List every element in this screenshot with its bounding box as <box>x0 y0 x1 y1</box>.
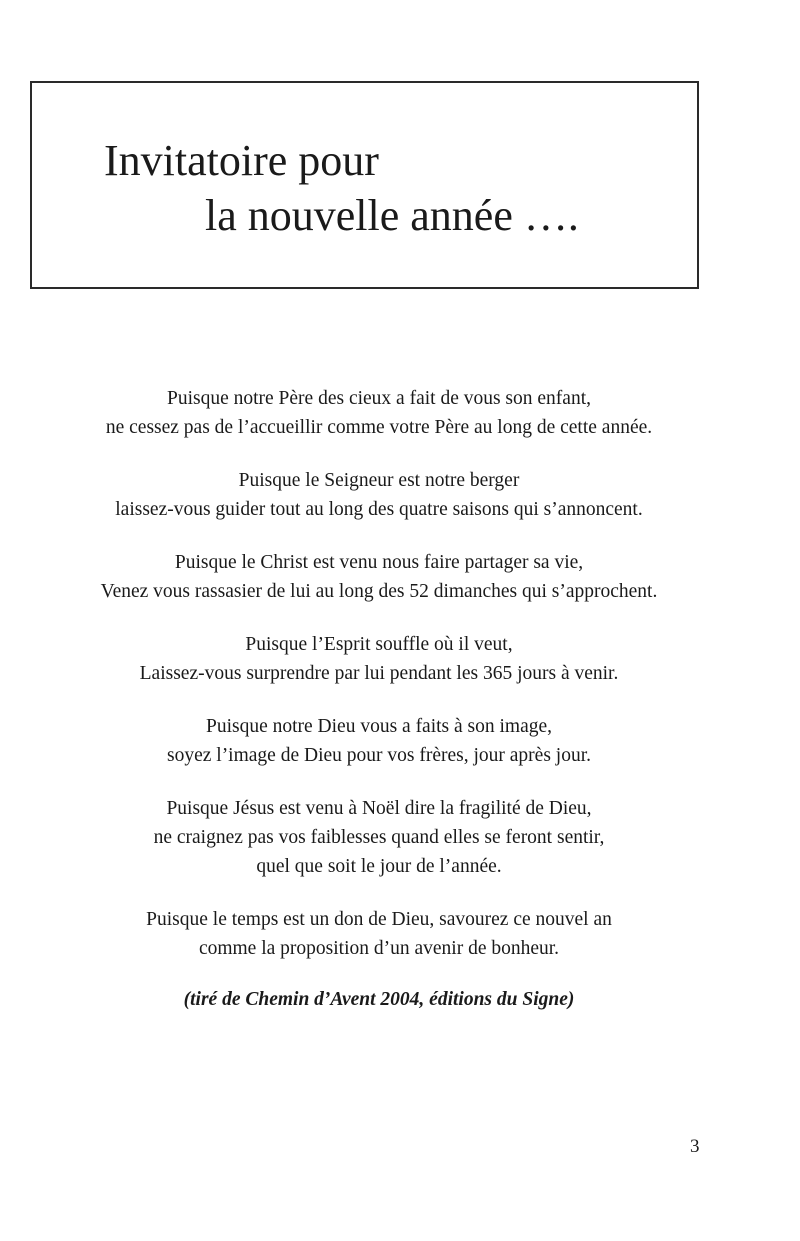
title-line-2: la nouvelle année …. <box>205 191 579 240</box>
stanza-line: soyez l’image de Dieu pour vos frères, jour après jour. <box>167 745 591 766</box>
stanza-4 <box>0 630 758 688</box>
stanza-line: ne cessez pas de l’accueillir comme votre Père au long de cette année. <box>105 417 653 438</box>
stanza-5 <box>0 712 758 770</box>
stanza-line: Puisque l’Esprit souffle où il veut, <box>245 634 513 655</box>
stanza-1 <box>0 384 758 442</box>
title-box <box>30 81 699 289</box>
stanza-line: Puisque le Christ est venu nous faire partager sa vie, <box>174 552 584 573</box>
stanza-7 <box>0 905 758 963</box>
stanza-6 <box>0 794 758 881</box>
stanza-line: Puisque notre Père des cieux a fait de vous son enfant, <box>166 388 591 409</box>
stanza-line: Venez vous rassasier de lui au long des 52 dimanches qui s’approchent. <box>100 581 658 602</box>
stanza-line: Laissez-vous surprendre par lui pendant les 365 jours à venir. <box>139 663 619 684</box>
stanza-line: Puisque le temps est un don de Dieu, savourez ce nouvel an <box>146 909 612 930</box>
stanza-line: Puisque notre Dieu vous a faits à son image, <box>205 716 553 737</box>
stanza-line: comme la proposition d’un avenir de bonheur. <box>198 938 560 959</box>
stanza-3 <box>0 548 758 606</box>
stanza-line: quel que soit le jour de l’année. <box>256 856 502 877</box>
poem <box>0 384 758 1014</box>
page-number: 3 <box>690 1136 700 1157</box>
title-line-1: Invitatoire pour <box>104 136 379 185</box>
stanza-line: Puisque le Seigneur est notre berger <box>238 470 520 491</box>
stanza-line: ne craignez pas vos faiblesses quand elles se feront sentir, <box>153 827 605 848</box>
stanza-line: Puisque Jésus est venu à Noël dire la fragilité de Dieu, <box>166 798 592 819</box>
stanza-2 <box>0 466 758 524</box>
stanza-line: laissez-vous guider tout au long des quatre saisons qui s’annoncent. <box>115 499 643 520</box>
source-citation: (tiré de Chemin d’Avent 2004, éditions du Signe) <box>183 989 575 1010</box>
